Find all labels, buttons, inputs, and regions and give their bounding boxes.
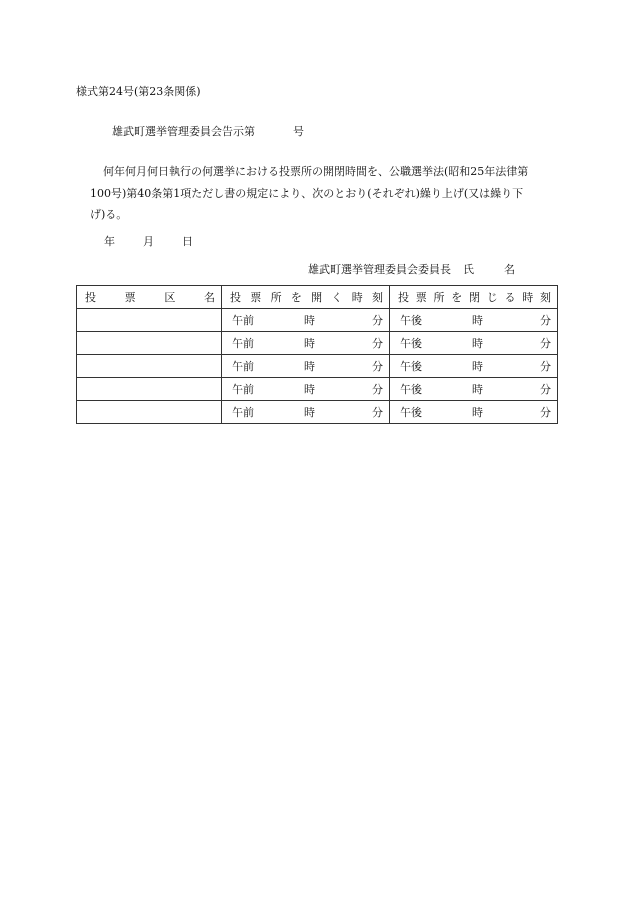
- open-time-cell: [222, 401, 390, 424]
- district-cell: [77, 401, 222, 424]
- header-char: 名: [203, 290, 215, 304]
- body-line-3: げ)る。: [90, 208, 128, 221]
- close-ampm-label: 午後: [400, 405, 422, 419]
- header-char: 投: [85, 290, 96, 304]
- header-char: 票: [250, 290, 262, 304]
- header-open-time: [222, 286, 390, 309]
- close-hour-label: 時: [472, 336, 483, 350]
- polling-times-table: [76, 285, 558, 424]
- header-char: く: [331, 290, 343, 304]
- table-row: [77, 401, 558, 424]
- date-day: 日: [182, 235, 193, 248]
- district-cell: [77, 332, 222, 355]
- header-char: る: [504, 290, 516, 304]
- open-ampm-label: 午前: [232, 382, 254, 396]
- open-ampm-label: 午前: [232, 359, 254, 373]
- open-ampm-label: 午前: [232, 336, 254, 350]
- header-char: 時: [351, 290, 363, 304]
- close-time-cell: [390, 401, 558, 424]
- open-min-label: 分: [372, 336, 383, 350]
- close-ampm-label: 午後: [400, 313, 422, 327]
- open-hour-label: 時: [304, 313, 315, 327]
- open-hour-label: 時: [304, 405, 315, 419]
- date-line: [104, 236, 193, 247]
- district-cell: [77, 309, 222, 332]
- header-char: 開: [311, 290, 323, 304]
- table-row: [77, 355, 558, 378]
- close-ampm-label: 午後: [400, 382, 422, 396]
- header-char: じ: [486, 290, 498, 304]
- form-number: 様式第24号(第23条関係): [76, 85, 201, 98]
- header-char: 時: [522, 290, 534, 304]
- header-close-time: [390, 286, 558, 309]
- open-hour-label: 時: [304, 382, 315, 396]
- open-time-cell: [222, 309, 390, 332]
- header-char: 区: [164, 290, 176, 304]
- open-ampm-label: 午前: [232, 313, 254, 327]
- close-min-label: 分: [540, 336, 551, 350]
- open-hour-label: 時: [304, 336, 315, 350]
- signer-mei: 名: [504, 263, 515, 276]
- body-line-1: 何年何月何日執行の何選挙における投票所の開閉時間を、公職選挙法(昭和25年法律第: [103, 165, 529, 178]
- open-time-cell: [222, 378, 390, 401]
- district-cell: [77, 355, 222, 378]
- signer-shi: 氏: [463, 263, 474, 276]
- district-cell: [77, 378, 222, 401]
- close-time-cell: [390, 378, 558, 401]
- header-char: 票: [415, 290, 427, 304]
- close-min-label: 分: [540, 382, 551, 396]
- close-hour-label: 時: [472, 405, 483, 419]
- header-district: [77, 286, 222, 309]
- close-min-label: 分: [540, 313, 551, 327]
- open-time-cell: [222, 355, 390, 378]
- table-header-row: [77, 286, 558, 309]
- signer-title: 雄武町選挙管理委員会委員長: [308, 263, 451, 276]
- close-hour-label: 時: [472, 359, 483, 373]
- close-time-cell: [390, 355, 558, 378]
- header-char: を: [451, 290, 463, 304]
- signer-line: [308, 264, 515, 275]
- header-char: 投: [230, 290, 241, 304]
- header-char: 所: [270, 290, 282, 304]
- open-min-label: 分: [372, 359, 383, 373]
- header-char: 票: [124, 290, 136, 304]
- open-time-cell: [222, 332, 390, 355]
- close-time-cell: [390, 332, 558, 355]
- close-hour-label: 時: [472, 313, 483, 327]
- body-line-2: 100号)第40条第1項ただし書の規定により、次のとおり(それぞれ)繰り上げ(又は繰り下: [90, 187, 524, 200]
- date-month: 月: [143, 235, 154, 248]
- open-ampm-label: 午前: [232, 405, 254, 419]
- open-min-label: 分: [372, 313, 383, 327]
- notice-title: [112, 126, 304, 137]
- close-min-label: 分: [540, 359, 551, 373]
- header-char: 所: [433, 290, 445, 304]
- close-ampm-label: 午後: [400, 359, 422, 373]
- close-ampm-label: 午後: [400, 336, 422, 350]
- notice-prefix: 雄武町選挙管理委員会告示第: [112, 125, 255, 138]
- table-row: [77, 332, 558, 355]
- close-hour-label: 時: [472, 382, 483, 396]
- table-row: [77, 309, 558, 332]
- header-char: 刻: [540, 290, 551, 304]
- date-year: 年: [104, 235, 115, 248]
- header-char: 投: [398, 290, 409, 304]
- close-min-label: 分: [540, 405, 551, 419]
- header-char: を: [290, 290, 302, 304]
- table-row: [77, 378, 558, 401]
- open-min-label: 分: [372, 382, 383, 396]
- notice-suffix: 号: [293, 125, 304, 138]
- open-hour-label: 時: [304, 359, 315, 373]
- header-char: 閉: [469, 290, 480, 304]
- open-min-label: 分: [372, 405, 383, 419]
- close-time-cell: [390, 309, 558, 332]
- header-char: 刻: [371, 290, 383, 304]
